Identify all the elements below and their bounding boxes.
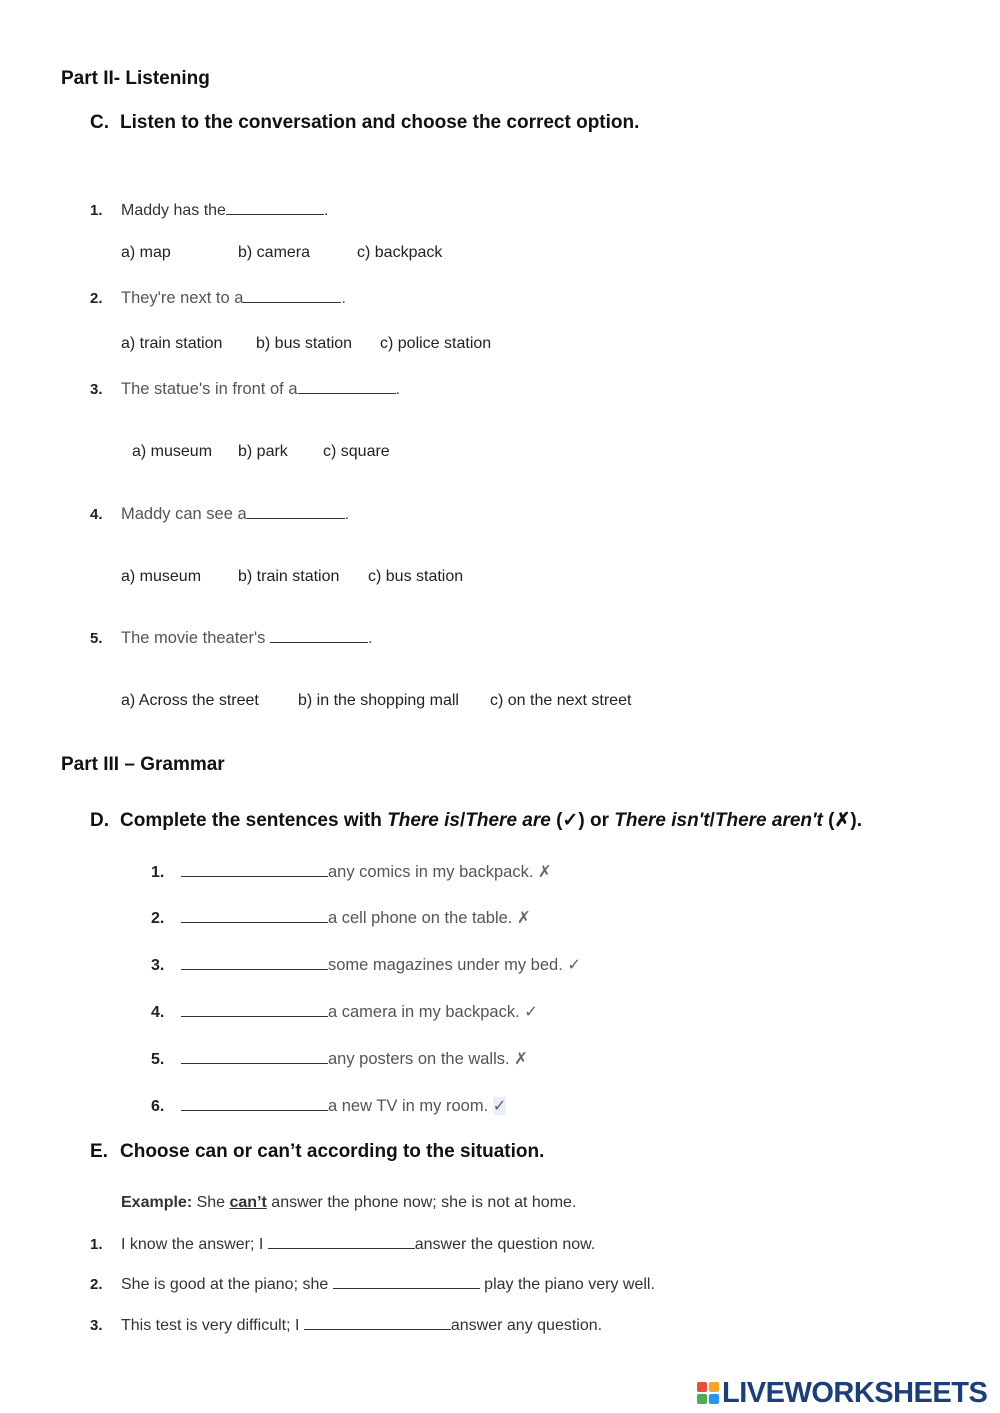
option-c5-b[interactable]: b) in the shopping mall bbox=[298, 692, 459, 709]
option-c4-c[interactable]: c) bus station bbox=[368, 568, 464, 585]
sentence-d2 bbox=[151, 908, 531, 928]
question-text: The statue's in front of a bbox=[121, 380, 298, 398]
option-c1-b[interactable]: b) camera bbox=[238, 244, 311, 261]
sentence-text: a camera in my backpack. bbox=[328, 1003, 520, 1021]
section-e-heading bbox=[90, 1141, 544, 1163]
item-number: 1. bbox=[90, 1236, 103, 1253]
question-number: 1. bbox=[90, 202, 103, 219]
section-c-instruction: Listen to the conversation and choose the correct option. bbox=[120, 112, 640, 133]
answer-blank[interactable] bbox=[243, 288, 341, 303]
answer-blank[interactable] bbox=[181, 1096, 328, 1111]
example-answer: can’t bbox=[229, 1194, 267, 1211]
answer-blank[interactable] bbox=[181, 908, 328, 923]
option-c3-a[interactable]: a) museum bbox=[132, 443, 213, 460]
answer-blank[interactable] bbox=[304, 1315, 451, 1330]
example-label: Example: bbox=[121, 1194, 193, 1211]
question-number: 3. bbox=[90, 381, 103, 398]
section-c-letter: C. bbox=[90, 112, 109, 133]
question-c3: 3. The statue's in front of a . bbox=[90, 380, 401, 398]
logo-square bbox=[697, 1394, 707, 1404]
option-c2-c[interactable]: c) police station bbox=[380, 335, 492, 352]
sentence-d3 bbox=[151, 955, 581, 975]
sentence-text: any comics in my backpack. bbox=[328, 863, 534, 881]
question-c1: 1. Maddy has the . bbox=[90, 202, 329, 219]
sentence-e2: 2. She is good at the piano; she play the piano very well. bbox=[90, 1276, 655, 1293]
section-e-instruction: Choose can or can’t according to the situation. bbox=[120, 1141, 545, 1162]
logo-square bbox=[709, 1382, 719, 1392]
logo-square bbox=[709, 1394, 719, 1404]
answer-blank[interactable] bbox=[270, 628, 368, 643]
answer-blank[interactable] bbox=[181, 955, 328, 970]
option-c2-b[interactable]: b) bus station bbox=[256, 335, 353, 352]
item-number: 3. bbox=[151, 957, 165, 974]
check-mark-icon: ✓ bbox=[567, 956, 582, 974]
item-number: 3. bbox=[90, 1317, 103, 1334]
sentence-e3: 3. This test is very difficult; I answer any question. bbox=[90, 1317, 603, 1334]
liveworksheets-logo[interactable] bbox=[697, 1376, 987, 1410]
question-text: Maddy can see a bbox=[121, 505, 247, 523]
item-number: 5. bbox=[151, 1051, 165, 1068]
option-c5-c[interactable]: c) on the next street bbox=[490, 692, 632, 709]
answer-blank[interactable] bbox=[268, 1234, 415, 1249]
question-c2: 2. They're next to a . bbox=[90, 289, 346, 307]
option-c2-a[interactable]: a) train station bbox=[121, 335, 223, 352]
answer-blank[interactable] bbox=[181, 1049, 328, 1064]
cross-mark-icon: ✗ bbox=[514, 1050, 528, 1068]
item-number: 6. bbox=[151, 1098, 165, 1115]
logo-text: LIVEWORKSHEETS bbox=[722, 1376, 988, 1409]
sentence-text: a new TV in my room. bbox=[328, 1097, 489, 1115]
item-number: 4. bbox=[151, 1004, 165, 1021]
sentence-text: a cell phone on the table. bbox=[328, 909, 513, 927]
section-d-letter: D. bbox=[90, 810, 109, 831]
question-c4: 4. Maddy can see a . bbox=[90, 505, 350, 523]
sentence-d4 bbox=[151, 1002, 538, 1022]
question-number: 5. bbox=[90, 630, 103, 647]
section-d-heading: D. Complete the sentences with There is/There are (✓) or There isn't/There aren't (✗). bbox=[90, 810, 862, 831]
option-c1-a[interactable]: a) map bbox=[121, 244, 171, 261]
sentence-text: some magazines under my bed. bbox=[328, 956, 563, 974]
cross-mark-icon: ✗ bbox=[516, 909, 531, 927]
sentence-e1: 1. I know the answer; I answer the question now. bbox=[90, 1236, 596, 1253]
sentence-d5 bbox=[151, 1049, 528, 1069]
question-text: Maddy has the bbox=[121, 202, 226, 219]
part-2-title: Part II- Listening bbox=[61, 68, 210, 89]
answer-blank[interactable] bbox=[181, 862, 328, 877]
check-mark-icon: ✓ bbox=[492, 1097, 507, 1115]
question-number: 2. bbox=[90, 290, 103, 307]
answer-blank[interactable] bbox=[226, 200, 324, 215]
option-c1-c[interactable]: c) backpack bbox=[357, 244, 443, 261]
item-number: 1. bbox=[151, 864, 165, 881]
sentence-d6 bbox=[151, 1096, 506, 1116]
option-c3-b[interactable]: b) park bbox=[238, 443, 288, 460]
sentence-d1 bbox=[151, 862, 552, 882]
answer-blank[interactable] bbox=[181, 1002, 328, 1017]
section-c-heading bbox=[90, 112, 639, 134]
option-c4-b[interactable]: b) train station bbox=[238, 568, 340, 585]
sentence-text: any posters on the walls. bbox=[328, 1050, 510, 1068]
option-c5-a[interactable]: a) Across the street bbox=[121, 692, 259, 709]
section-e-letter: E. bbox=[90, 1141, 108, 1162]
check-mark-icon: ✓ bbox=[524, 1003, 538, 1021]
question-c5: 5. The movie theater's . bbox=[90, 629, 373, 647]
example-sentence: Example: She can’t answer the phone now; she is not at home. bbox=[121, 1194, 577, 1211]
option-c3-c[interactable]: c) square bbox=[323, 443, 390, 460]
part-3-title: Part III – Grammar bbox=[61, 754, 225, 775]
question-text: They're next to a bbox=[121, 289, 244, 307]
answer-blank[interactable] bbox=[333, 1274, 480, 1289]
answer-blank[interactable] bbox=[298, 379, 396, 394]
item-number: 2. bbox=[151, 910, 165, 927]
logo-square bbox=[697, 1382, 707, 1392]
cross-mark-icon: ✗ bbox=[537, 863, 552, 881]
question-number: 4. bbox=[90, 506, 103, 523]
item-number: 2. bbox=[90, 1276, 103, 1293]
option-c4-a[interactable]: a) museum bbox=[121, 568, 202, 585]
question-text: The movie theater's bbox=[121, 629, 270, 647]
logo-grid-icon bbox=[697, 1382, 719, 1404]
answer-blank[interactable] bbox=[247, 504, 345, 519]
